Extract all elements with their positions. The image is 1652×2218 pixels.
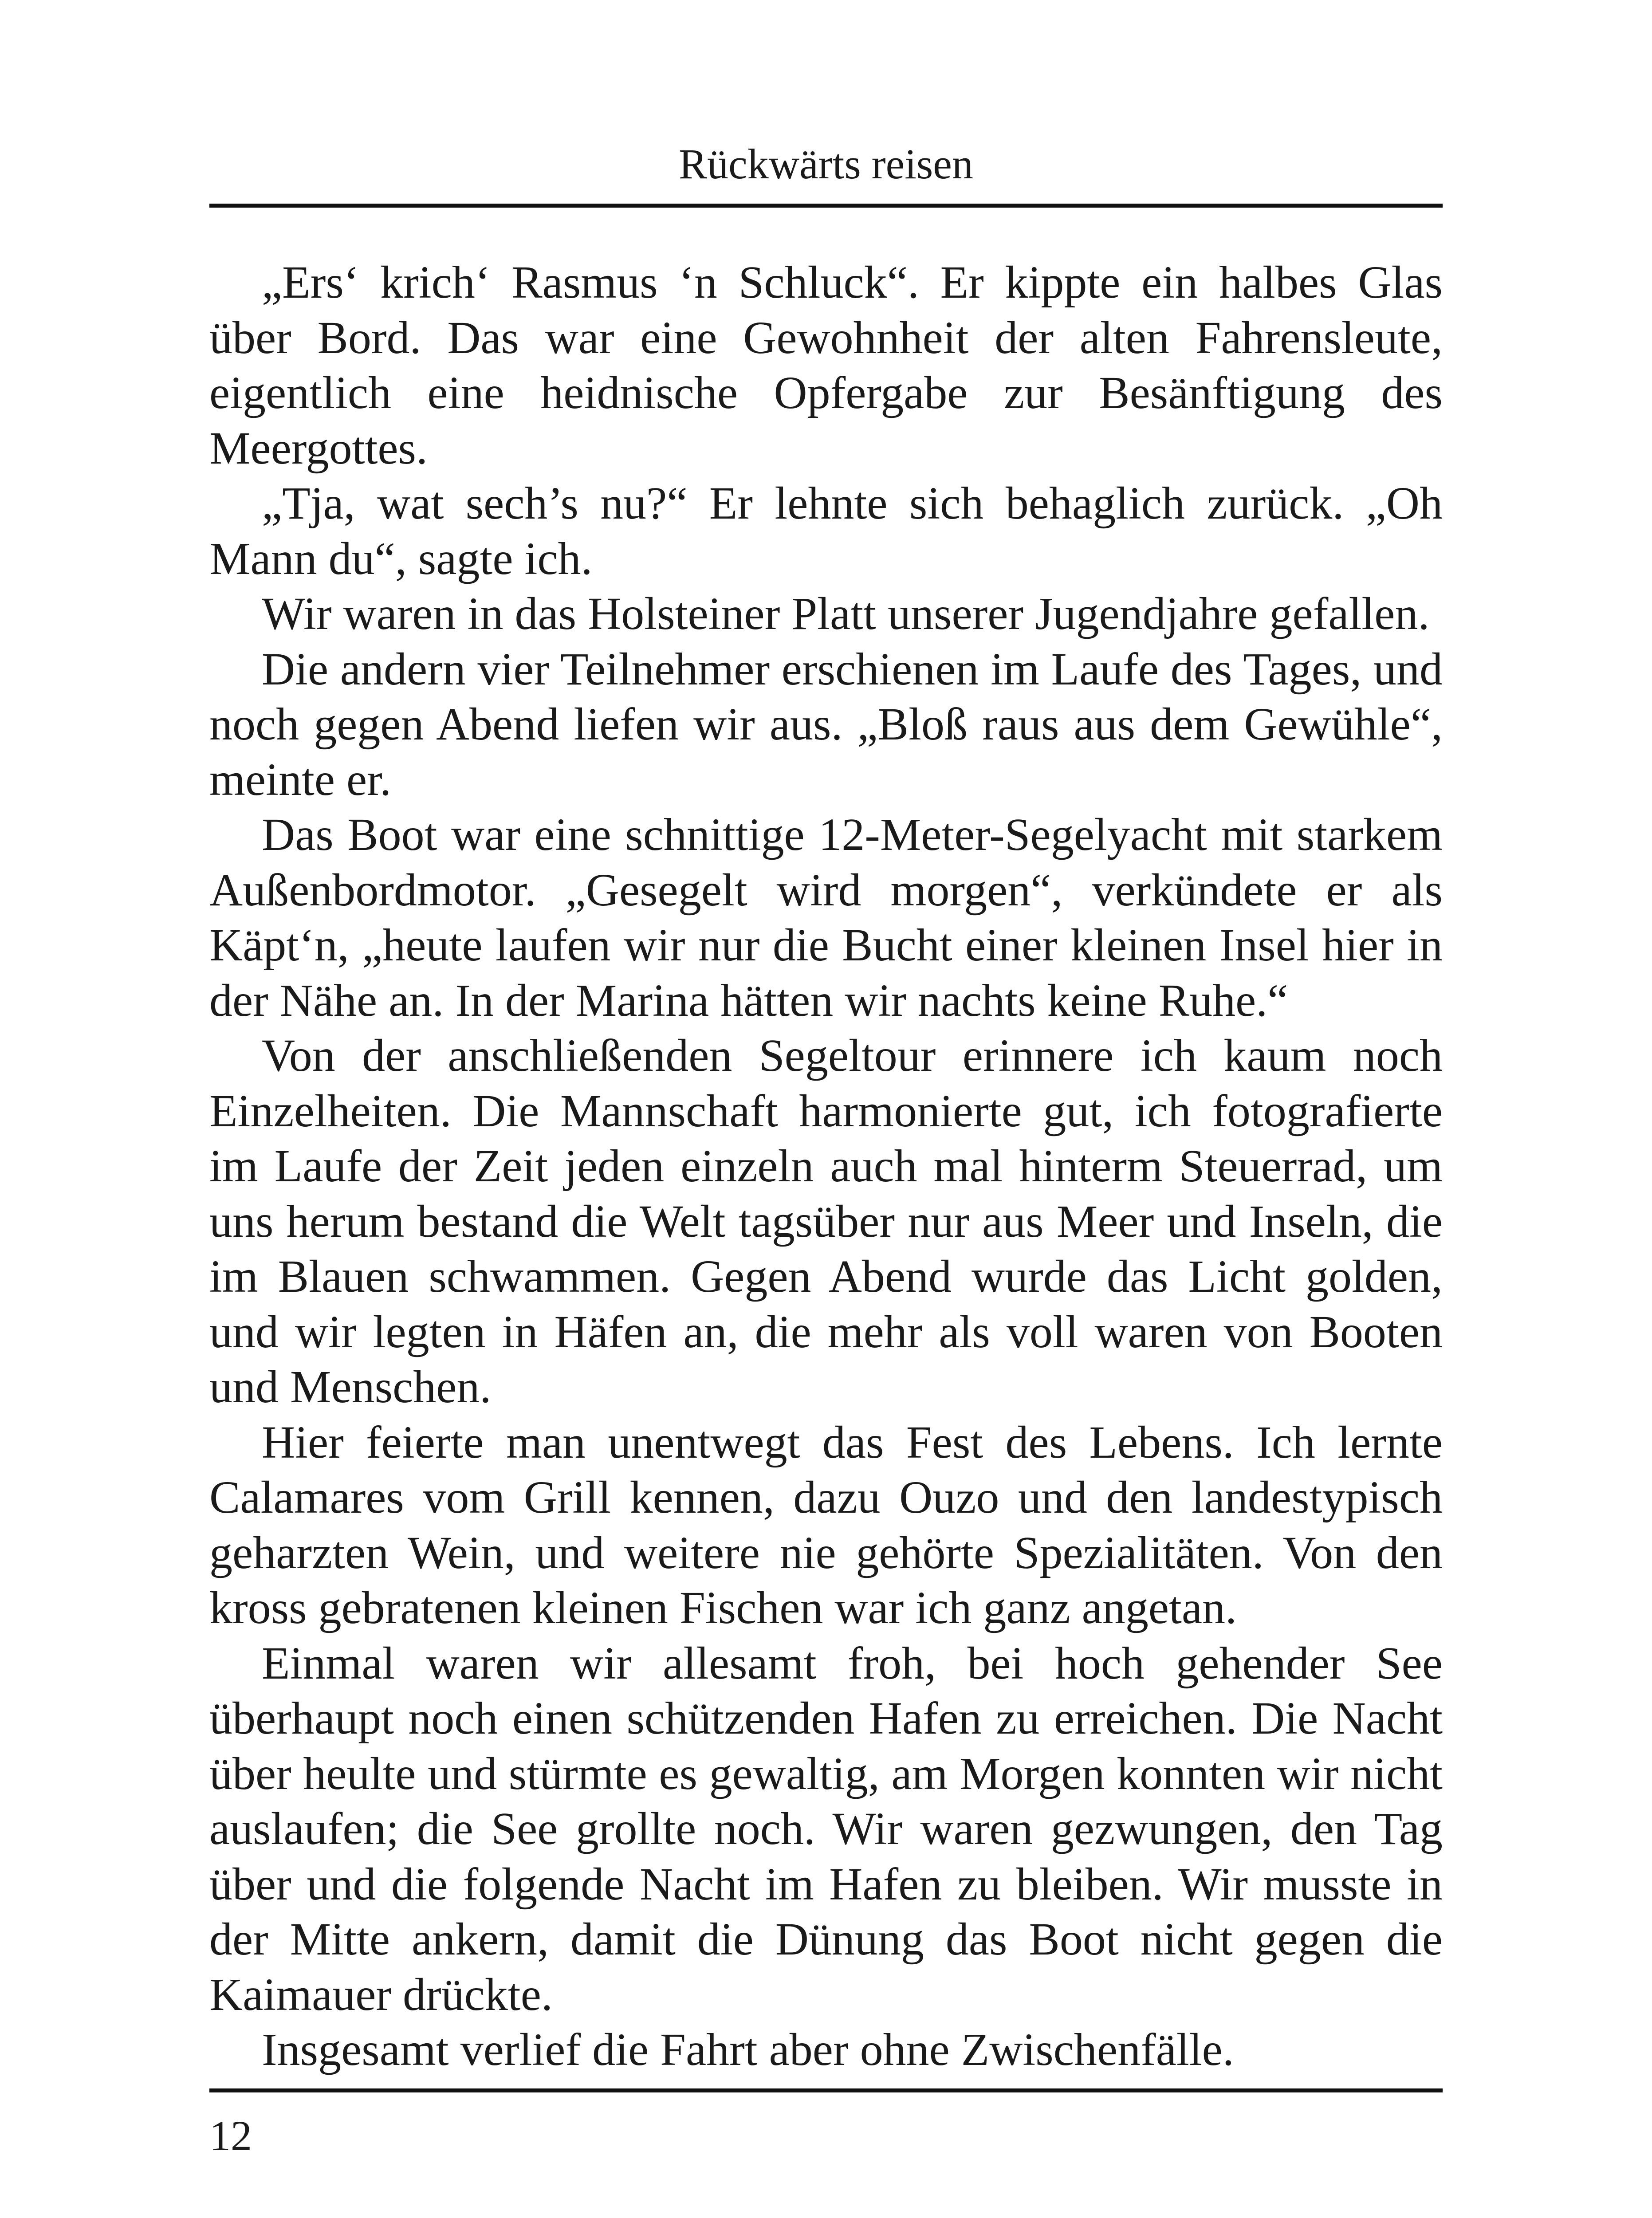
header-rule: [209, 204, 1443, 208]
page-number: 12: [209, 2112, 252, 2159]
paragraph: „Ers‘ krich‘ Rasmus ‘n Schluck“. Er kippte ein halbes Glas über Bord. Das war eine Gewohnheit der alten Fahrensleute, eigentlich eine heidnische Opfergabe zur Besänftigung des Meergottes.: [209, 257, 1443, 474]
paragraph: „Tja, wat sech’s nu?“ Er lehnte sich behaglich zurück. „Oh Mann du“, sagte ich.: [209, 478, 1443, 584]
paragraph: Insgesamt verlief die Fahrt aber ohne Zwischenfälle.: [262, 2024, 1234, 2075]
paragraph: Hier feierte man unentwegt das Fest des Lebens. Ich lernte Calamares vom Grill kennen, dazu Ouzo und den landestypisch geharzten Wein, und weitere nie gehörte Spezialitäten. Von den kross gebratenen kleinen Fischen war ich ganz angetan.: [209, 1416, 1443, 1633]
body-text: [209, 255, 1443, 2078]
paragraph: Die andern vier Teilnehmer erschienen im Laufe des Tages, und noch gegen Abend liefen wir aus. „Bloß raus aus dem Gewühle“, meinte er.: [209, 643, 1443, 805]
paragraph: Wir waren in das Holsteiner Platt unserer Jugendjahre gefallen.: [262, 588, 1430, 639]
running-title: Rückwärts reisen: [679, 140, 973, 188]
paragraph: Das Boot war eine schnittige 12-Meter-Segelyacht mit starkem Außenbordmotor. „Gesegelt wird morgen“, verkündete er als Käpt‘n, „heute laufen wir nur die Bucht einer kleinen Insel hier in der Nähe an. In der Marina hätten wir nachts keine Ruhe.“: [209, 809, 1443, 1026]
footer-rule: [209, 2088, 1443, 2092]
paragraph: Einmal waren wir allesamt froh, bei hoch gehender See überhaupt noch einen schützenden Hafen zu erreichen. Die Nacht über heulte und stürmte es gewaltig, am Morgen konnten wir nicht auslaufen; die See grollte noch. Wir waren gezwungen, den Tag über und die folgende Nacht im Hafen zu bleiben. Wir musste in der Mitte ankern, damit die Dünung das Boot nicht gegen die Kaimauer drückte.: [209, 1637, 1443, 2020]
paragraph: Von der anschließenden Segeltour erinnere ich kaum noch Einzelheiten. Die Mannschaft harmonierte gut, ich fotografierte im Laufe der Zeit jeden einzeln auch mal hinterm Steuerrad, um uns herum bestand die Welt tagsüber nur aus Meer und Inseln, die im Blauen schwammen. Gegen Abend wurde das Licht golden, und wir legten in Häfen an, die mehr als voll waren von Booten und Menschen.: [209, 1030, 1443, 1412]
